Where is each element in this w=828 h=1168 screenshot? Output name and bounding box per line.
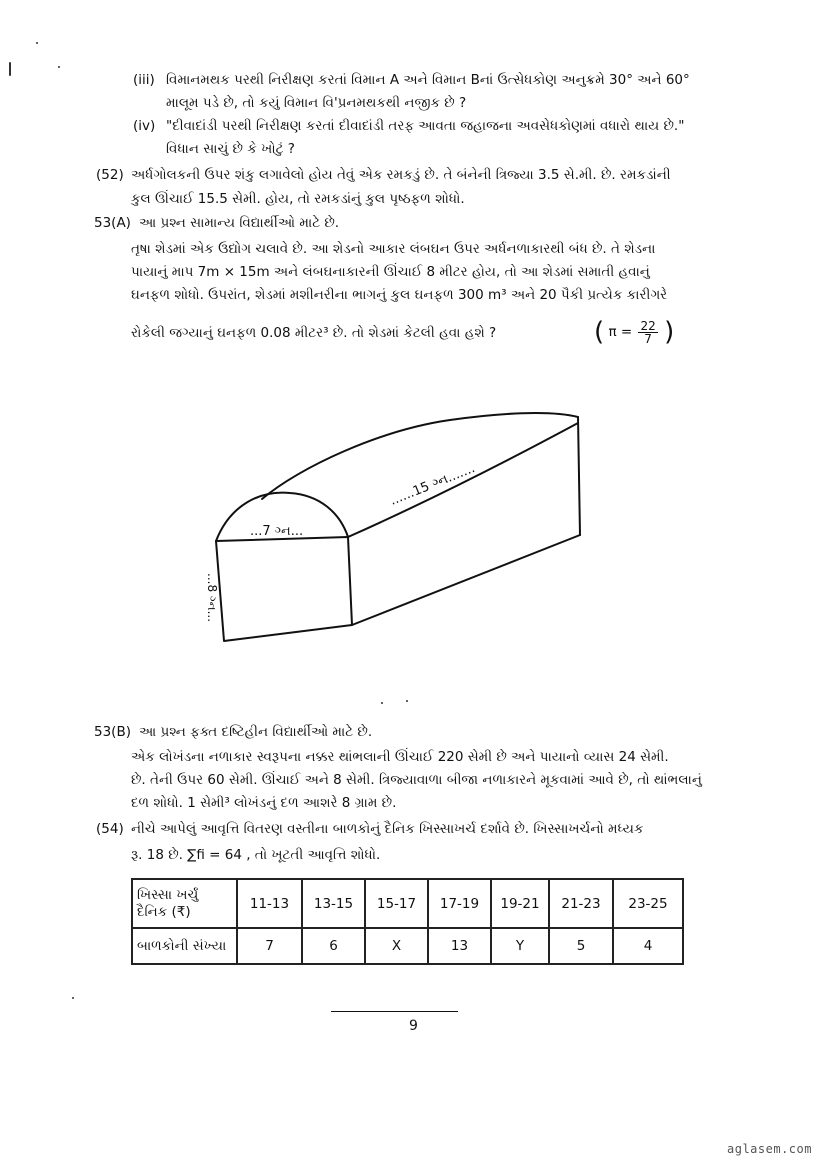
table-row-label: બાળકોની સંખ્યા	[132, 928, 237, 964]
scan-speck	[9, 62, 11, 76]
back-edge	[578, 417, 580, 535]
frequency-cell: 6	[302, 928, 365, 964]
q51-iv-line2: વિધાન સાચું છે કે ખોટું ?	[166, 141, 295, 157]
frequency-cell: 7	[237, 928, 302, 964]
scan-speck	[381, 702, 383, 704]
table-header-row	[132, 879, 683, 928]
q54-label: (54)	[96, 821, 124, 837]
class-cell: 15-17	[365, 879, 428, 928]
class-cell: 17-19	[428, 879, 491, 928]
q53b-line2: છે. તેની ઉપર 60 સેમી. ઊંચાઈ અને 8 સેમી. ત્રિજ્યાવાળા બીજા નળાકારને મૂકવામાં આવે છે, તો થાંભલાનું	[131, 772, 702, 788]
footer-rule	[331, 1011, 458, 1012]
q51-iv-label: (iv)	[133, 118, 156, 134]
q52-line2: કુલ ઊંચાઈ 15.5 સેમી. હોય, તો રમકડાંનું કુલ પૃષ્ઠફળ શોધો.	[131, 191, 465, 207]
q53a-line1: તૃષા શેડમાં એક ઉદ્યોગ ચલાવે છે. આ શેડનો આકાર લંબઘન ઉપર અર્ધનળાકારથી બંધ છે. તે શેડના	[131, 241, 656, 257]
front-face	[216, 537, 352, 641]
page-number: 9	[409, 1018, 418, 1034]
frequency-cell: 13	[428, 928, 491, 964]
q53a-line2: પાયાનું માપ 7m × 15m અને લંબઘનાકારની ઊંચાઈ 8 મીટર હોય, તો આ શેડમાં સમાતી હવાનું	[131, 264, 650, 280]
label-7m: ...7 ગ્ન...	[250, 524, 304, 539]
frequency-cell: 5	[549, 928, 613, 964]
table-frequency-row	[132, 928, 683, 964]
q53b-label: 53(B)	[94, 724, 131, 740]
frequency-cell: 4	[613, 928, 683, 964]
class-cell: 21-23	[549, 879, 613, 928]
pi-formula: ( π = $\frac{22}{7}$ )	[594, 317, 675, 347]
class-cell: 13-15	[302, 879, 365, 928]
frequency-cell: X	[365, 928, 428, 964]
q53b-line1: એક લોખંડના નળાકાર સ્વરૂપના નક્કર થાંભલાની ઊંચાઈ 220 સેમી છે અને પાયાનો વ્યાસ 24 સેમી.	[131, 749, 669, 765]
q53a-heading: આ પ્રશ્ન સામાન્ય વિદ્યાર્થીઓ માટે છે.	[139, 215, 340, 231]
frequency-table	[131, 878, 684, 965]
table-header-label: ખિસ્સા ખર્ચું દૈનિક (₹)	[132, 879, 237, 928]
q53b-line3: દળ શોધો. 1 સેમી³ લોખંડનું દળ આશરે 8 ગ્રામ છે.	[131, 795, 397, 811]
q54-line2: રૂ. 18 છે. ∑fi = 64 , તો ખૂટતી આવૃત્તિ શોધો.	[131, 847, 381, 863]
q54-line1: નીચે આપેલું આવૃત્તિ વિતરણ વસ્તીના બાળકોનું દૈનિક ખિસ્સાખર્ચ દર્શાવે છે. ખિસ્સાખર્ચનો મધ્યક	[131, 821, 644, 837]
q53a-line3: ઘનફળ શોધો. ઉપરાંત, શેડમાં મશીનરીના ભાગનું કુલ ઘનફળ 300 m³ અને 20 પૈકી પ્રત્યેક કારીગરે	[131, 287, 668, 303]
frequency-cell: Y	[491, 928, 549, 964]
side-bottom-edge	[352, 535, 580, 625]
scan-speck	[58, 66, 60, 68]
scan-speck	[36, 42, 38, 44]
q53b-heading: આ પ્રશ્ન ફક્ત દષ્ટિહીન વિદ્યાર્થીઓ માટે છે.	[139, 724, 373, 740]
q51-iii-label: (iii)	[133, 72, 155, 88]
label-15m: ......15 ગ્ન.......	[387, 460, 478, 509]
q52-label: (52)	[96, 167, 124, 183]
pi-denominator: 7	[644, 331, 652, 346]
q51-iii-line2: માલૂમ પડે છે, તો કયું વિમાન વિ'પ્રનમથકથી નજીક છે ?	[166, 95, 467, 111]
class-cell: 11-13	[237, 879, 302, 928]
watermark: aglasem.com	[727, 1142, 812, 1156]
pi-numerator: 22	[640, 318, 656, 333]
q51-iii-line1: વિમાનમથક પરથી નિરીક્ષણ કરતાં વિમાન A અને વિમાન Bનાં ઉત્સેધકોણ અનુક્રમે 30° અને 60°	[166, 72, 690, 88]
class-cell: 23-25	[613, 879, 683, 928]
q53a-label: 53(A)	[94, 215, 131, 231]
q53a-line4: રોકેલી જગ્યાનું ઘનફળ 0.08 મીટર³ છે. તો શેડમાં કેટલી હવા હશે ?	[131, 325, 497, 341]
q51-iv-line1: "દીવાદાંડી પરથી નિરીક્ષણ કરતાં દીવાદાંડી તરફ આવતા જહાજના અવસેધકોણમાં વધારો થાય છે."	[166, 118, 685, 134]
shed-figure	[180, 395, 600, 655]
scan-speck	[406, 700, 408, 702]
q52-line1: અર્ધગોલકની ઉપર શંકુ લગાવેલો હોય તેવું એક રમકડું છે. તે બંનેની ત્રિજ્યા 3.5 સે.મી. છે. રમકડાંની	[131, 167, 671, 183]
pi-lhs: π =	[608, 324, 633, 340]
class-cell: 19-21	[491, 879, 549, 928]
scan-speck	[72, 997, 74, 999]
pi-fraction	[638, 320, 657, 345]
label-8m: ...8 ગ્ન...	[205, 573, 219, 623]
